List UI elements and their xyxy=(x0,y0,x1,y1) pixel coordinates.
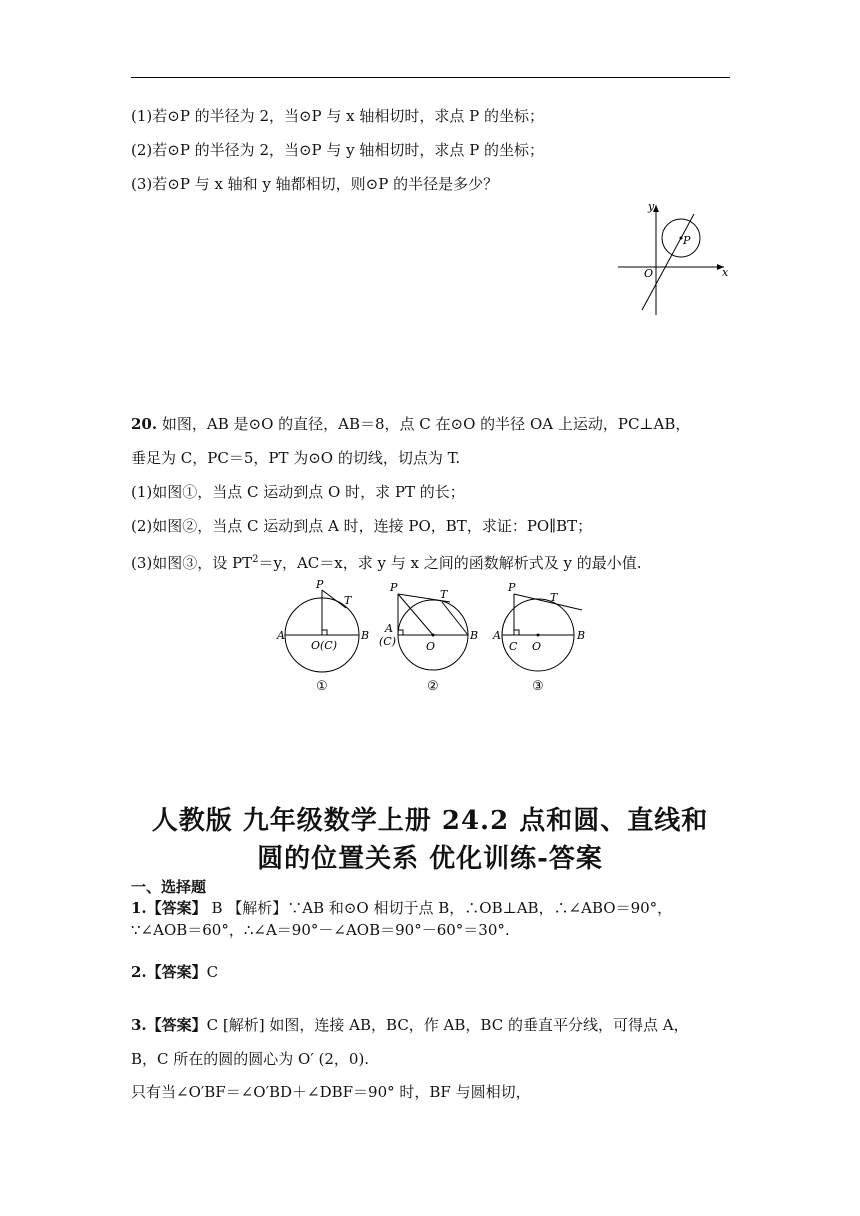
q19-figure xyxy=(612,200,737,320)
section-heading: 一、选择题 xyxy=(131,878,207,896)
svg-text:P: P xyxy=(316,578,324,591)
figure-2 xyxy=(379,581,478,694)
figure-3 xyxy=(492,581,585,694)
answer-3-cont: B，C 所在的圆的圆心为 O′ (2，0). xyxy=(131,1050,370,1068)
q20-line2: 垂足为 C，PC＝5，PT 为⊙O 的切线，切点为 T. xyxy=(131,449,461,467)
answer-3: 3.【答案】C [解析] 如图，连接 AB，BC，作 AB，BC 的垂直平分线，可得点 A， xyxy=(131,1016,689,1034)
svg-text:B: B xyxy=(577,629,586,642)
answer-3-cont2: 只有当∠O′BF＝∠O′BD＋∠DBF＝90° 时，BF 与圆相切， xyxy=(131,1083,531,1101)
label-x: x xyxy=(722,266,729,279)
line-l xyxy=(642,214,694,310)
svg-text:O: O xyxy=(426,640,436,653)
answer-1: 1.【答案】 B 【解析】∵AB 和⊙O 相切于点 B，∴OB⊥AB，∴∠ABO＝90°， xyxy=(131,899,673,917)
q19-part3: (3)若⊙P 与 x 轴和 y 轴都相切，则⊙P 的半径是多少？ xyxy=(131,175,499,193)
svg-text:A: A xyxy=(277,629,285,642)
q19-part1: (1)若⊙P 的半径为 2，当⊙P 与 x 轴相切时，求点 P 的坐标； xyxy=(131,107,545,125)
svg-text:②: ② xyxy=(427,679,439,694)
svg-text:B: B xyxy=(470,629,479,642)
label-o: O xyxy=(644,267,654,280)
q20-figures xyxy=(270,572,600,700)
answer-1-cont: ∵∠AOB＝60°，∴∠A＝90°－∠AOB＝90°－60°＝30°. xyxy=(131,921,510,939)
q20-part3: (3)如图③，设 $PT^2=y$，AC＝x，求 y 与 x 之间的函数解析式及 y 的最小值. xyxy=(131,554,642,572)
q20-line1: 20. 如图，AB 是⊙O 的直径，AB＝8，点 C 在⊙O 的半径 OA 上运动，PC⊥AB， xyxy=(131,415,691,433)
svg-text:A: A xyxy=(493,629,501,642)
svg-text:③: ③ xyxy=(532,679,544,694)
header-rule xyxy=(131,77,730,78)
svg-text:T: T xyxy=(344,594,352,607)
q20-part2: (2)如图②，当点 C 运动到点 A 时，连接 PO，BT，求证：PO∥BT； xyxy=(131,517,593,535)
q20-number: 20. xyxy=(131,415,158,433)
svg-text:C: C xyxy=(509,640,518,653)
svg-text:O: O xyxy=(532,640,542,653)
q19-part2: (2)若⊙P 的半径为 2，当⊙P 与 y 轴相切时，求点 P 的坐标； xyxy=(131,141,545,159)
svg-text:T: T xyxy=(550,591,558,604)
svg-text:B: B xyxy=(361,629,370,642)
svg-text:O(C): O(C) xyxy=(311,639,338,652)
svg-text:P: P xyxy=(508,581,516,594)
q20-part1: (1)如图①，当点 C 运动到点 O 时，求 PT 的长； xyxy=(131,483,465,501)
svg-text:(C): (C) xyxy=(379,635,396,648)
answer-title-line1: 人教版 九年级数学上册 24.2 点和圆、直线和 xyxy=(151,806,709,836)
answer-2: 2.【答案】C xyxy=(131,963,219,981)
svg-text:T: T xyxy=(440,588,448,601)
label-p: P xyxy=(683,234,691,247)
svg-text:A: A xyxy=(385,622,393,635)
label-y: y xyxy=(648,200,655,213)
figure-1 xyxy=(276,578,369,694)
svg-text:①: ① xyxy=(316,679,328,694)
svg-text:P: P xyxy=(390,581,398,594)
answer-title-line2: 圆的位置关系 优化训练-答案 xyxy=(257,844,603,874)
